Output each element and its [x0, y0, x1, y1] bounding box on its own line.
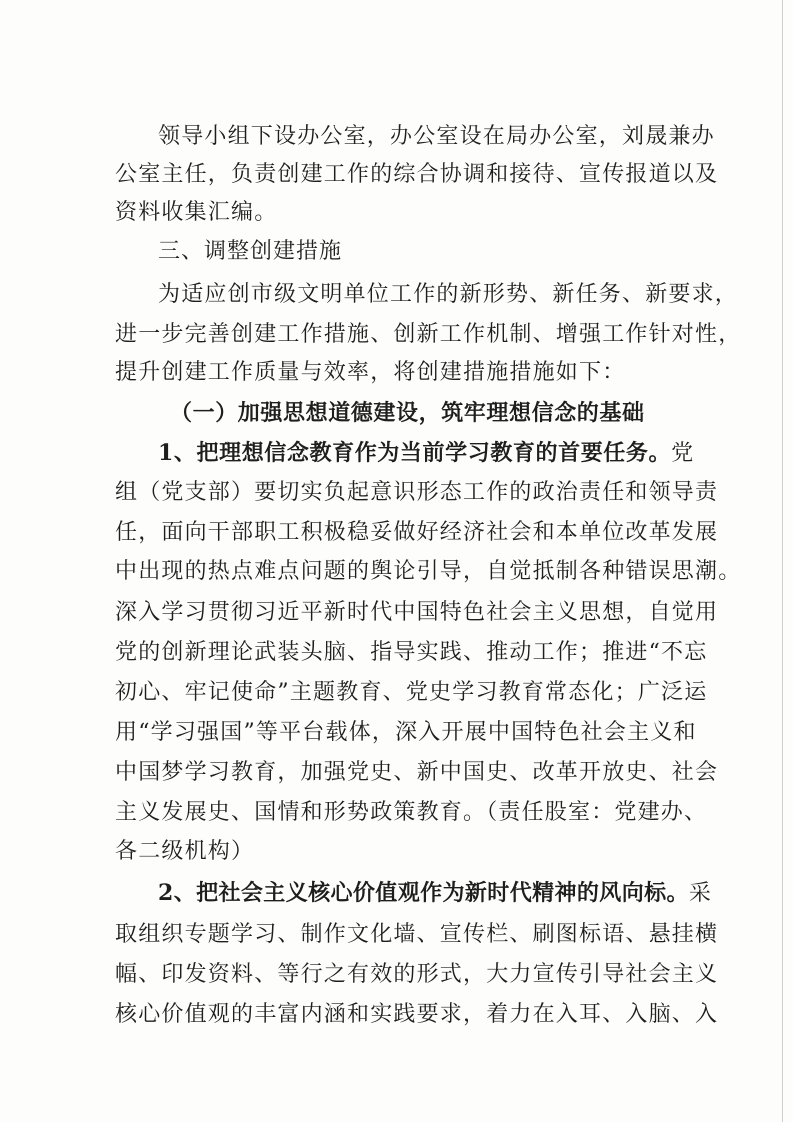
- paragraph-line: 幅、印发资料、等行之有效的形式，大力宣传引导社会主义: [115, 962, 719, 987]
- section-heading: 三、调整创建措施: [158, 239, 343, 264]
- paragraph-line: 提升创建工作质量与效率，将创建措施措施如下：: [115, 360, 626, 385]
- item-1-lead: 1、把理想信念教育作为当前学习教育的首要任务。: [158, 440, 672, 466]
- scan-edge-line: [782, 0, 783, 1122]
- item-2-rest: 采: [688, 881, 712, 906]
- paragraph-line: 用“学习强国”等平台载体，深入开展中国特色社会主义和: [115, 720, 697, 745]
- paragraph-line: 领导小组下设办公室，办公室设在局办公室，刘晟兼办: [158, 124, 715, 149]
- paragraph-line: 核心价值观的丰富内涵和实践要求，着力在入耳、入脑、入: [115, 1002, 719, 1027]
- paragraph-line: 主义发展史、国情和形势政策教育。（责任股室：党建办、: [115, 800, 708, 825]
- paragraph-line: 进一步完善创建工作措施、创新工作机制、增强工作针对性，: [115, 322, 742, 347]
- paragraph-line: 党的创新理论武装头脑、指导实践、推动工作；推进“不忘: [115, 640, 708, 665]
- paragraph-line: 公室主任，负责创建工作的综合协调和接待、宣传报道以及: [115, 162, 719, 187]
- paragraph-line: 为适应创市级文明单位工作的新形势、新任务、新要求，: [158, 282, 739, 307]
- item-1-first-line: [158, 438, 693, 468]
- item-1-rest: 党: [671, 441, 694, 466]
- paragraph-line: 中国梦学习教育，加强党史、新中国史、改革开放史、社会: [115, 760, 719, 785]
- paragraph-line: 任，面向干部职工积极稳妥做好经济社会和本单位改革发展: [115, 520, 719, 545]
- item-2-first-line: [158, 878, 712, 908]
- paragraph-line: 组（党支部）要切实负起意识形态工作的政治责任和领导责: [115, 480, 719, 505]
- paragraph-line: 资料收集汇编。: [115, 200, 278, 225]
- paragraph-line: 中出现的热点难点问题的舆论引导，自觉抵制各种错误思潮。: [115, 559, 742, 584]
- paragraph-line: 深入学习贯彻习近平新时代中国特色社会主义思想，自觉用: [115, 600, 719, 625]
- paragraph-line: 取组织专题学习、制作文化墙、宣传栏、刷图标语、悬挂横: [115, 922, 719, 947]
- subsection-heading: （一）加强思想道德建设，筑牢理想信念的基础: [170, 400, 645, 426]
- paragraph-line: 各二级机构）: [115, 839, 255, 864]
- paragraph-line: 初心、牢记使命”主题教育、党史学习教育常态化；广泛运: [115, 680, 708, 705]
- item-2-lead: 2、把社会主义核心价值观作为新时代精神的风向标。: [158, 880, 689, 906]
